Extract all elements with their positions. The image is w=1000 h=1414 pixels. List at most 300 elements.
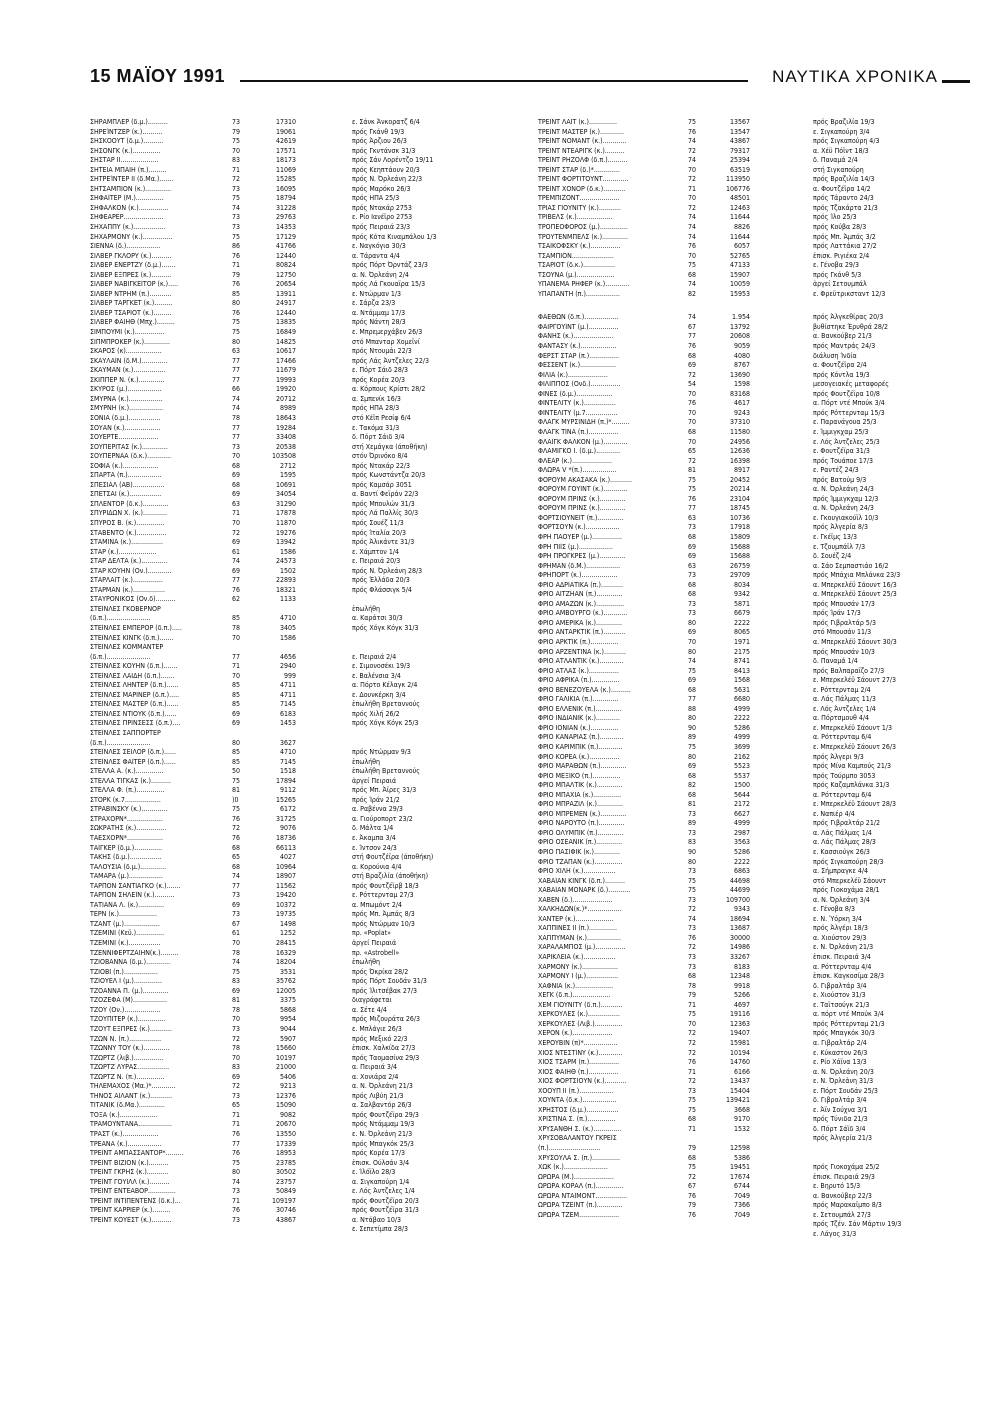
- tonnage: 24917: [275, 299, 296, 308]
- destination-text: ε. Τακόμα 31/3: [352, 423, 400, 432]
- build-year: 80: [688, 714, 697, 723]
- destination-row: [813, 352, 983, 362]
- destination-text: πρός Καζαμπλάνκα 31/3: [813, 781, 890, 790]
- destination-row: [813, 886, 983, 896]
- destination-text: δ. Παναμά 2/4: [813, 156, 858, 165]
- ship-name: ΤΡΕΪΝΤ ΛΑΪΤ (κ.)..............: [538, 118, 617, 126]
- destination-row: [352, 767, 510, 777]
- build-year: 74: [688, 223, 697, 232]
- tonnage: 2987: [733, 828, 750, 837]
- tonnage: 17339: [275, 1139, 296, 1148]
- destination-text: στό Μπανταρ Χομεϊνί: [352, 337, 420, 346]
- ship-row: [90, 166, 345, 176]
- tonnage: 4710: [279, 748, 296, 757]
- tonnage: 12598: [729, 1143, 750, 1152]
- destination-text: ἀργεί Πειραιά: [352, 776, 397, 785]
- build-year: 79: [688, 991, 697, 1000]
- build-year: 78: [232, 413, 241, 422]
- destination-row: [813, 466, 983, 476]
- tonnage: 6183: [279, 709, 296, 718]
- ship-name: ΧΡΥΣΑΝΘΗ Σ. (κ.)..............: [538, 1124, 622, 1133]
- destination-row: [813, 271, 983, 281]
- destination-row: [813, 1192, 983, 1202]
- build-year: 73: [232, 1091, 241, 1100]
- ship-row: [90, 1130, 345, 1140]
- destination-row: [813, 261, 983, 271]
- ship-name: ΣΠΛΕΝΤΟΡ (δ.κ.).............: [90, 499, 169, 508]
- destination-text: α. Ν. Όρλεάνη 24/3: [813, 504, 874, 513]
- destination-text: πρός Τουάποε 17/3: [813, 456, 874, 465]
- destination-row: [813, 724, 983, 734]
- build-year: 76: [232, 814, 241, 823]
- destination-row: [352, 338, 510, 348]
- ship-name: ΣΗΡΑΜΠΛΕΡ (δ.μ.)..........: [90, 118, 168, 126]
- ship-row: [538, 466, 806, 476]
- build-year: 72: [688, 1077, 697, 1086]
- destination-text: ἐπισκ. Ούλσάν 3/4: [352, 1158, 410, 1167]
- build-year: 78: [232, 948, 241, 957]
- build-year: 65: [232, 1101, 241, 1110]
- build-year: 75: [232, 1158, 241, 1167]
- destination-row: [352, 414, 510, 424]
- destination-row: [352, 653, 510, 663]
- destination-row: [813, 543, 983, 553]
- tonnage: 8065: [733, 628, 750, 637]
- tonnage: 12348: [729, 972, 750, 981]
- build-year: 68: [232, 843, 241, 852]
- destination-text: ἐπωλήθη: [352, 757, 381, 766]
- ship-name: ΣΚΑΡΟΣ (κ)..................: [90, 347, 162, 356]
- ship-row: [538, 667, 806, 677]
- destination-text: α. Φουτζέϊρα 2/4: [813, 361, 867, 370]
- tonnage: 15265: [275, 795, 296, 804]
- ship-name: ΣΩΚΡΑΤΗΣ (κ.)...............: [90, 824, 167, 833]
- ship-name: ΣΗΤΡΕΊΝΤΕΡ ΙΙ (δ.Μα.).......: [90, 175, 174, 184]
- build-year: 73: [688, 599, 697, 608]
- ship-name: ΣΟΥΠΕΡΝΑΑ (δ.κ.)............: [90, 452, 172, 461]
- build-year: 73: [688, 953, 697, 962]
- tonnage: 29763: [275, 213, 296, 222]
- destination-row: [352, 1225, 510, 1235]
- ship-name: ΤΖΕΜΙΝΙ (κ.)................: [90, 939, 161, 948]
- build-year: 72: [688, 943, 697, 952]
- tonnage: 19061: [275, 127, 296, 136]
- tonnage: 18794: [275, 194, 296, 203]
- ship-name: ΣΗΡΕΊΝΤΖΕΡ (κ.)..........: [90, 127, 163, 136]
- ship-row: [90, 805, 345, 815]
- destination-row: [352, 662, 510, 672]
- destination-text: πρός Βραζιλία 14/3: [813, 175, 875, 184]
- ship-row: [538, 943, 806, 953]
- ship-row: [538, 1163, 806, 1173]
- ship-row: [90, 939, 345, 949]
- ship-row: [538, 280, 806, 290]
- destination-row: [352, 614, 510, 624]
- tonnage: 6679: [733, 609, 750, 618]
- ship-row: [90, 1187, 345, 1197]
- ship-row: [90, 490, 345, 500]
- ship-name: ΦΡΙΟ ΜΕΞΙΚΟ (π.)..............: [538, 771, 621, 780]
- ship-name: ΣΤΑΒΕΝΤΟ (κ.)...............: [90, 528, 167, 537]
- ship-row: [90, 605, 345, 615]
- ship-name: ΦΛΩΡΑ V *(π.).................: [538, 466, 617, 475]
- destination-text: α. Σμπενίκ 16/3: [352, 394, 401, 403]
- build-year: 80: [688, 647, 697, 656]
- ship-name: ΣΤΕΪΝΛΕΣ ΚΟΥΗΝ (δ.π.).......: [90, 662, 178, 671]
- destination-text: ε. Πειραιά 20/3: [352, 557, 401, 566]
- section-gap: [538, 299, 806, 313]
- tonnage: 5286: [733, 848, 750, 857]
- build-year: 70: [232, 1053, 241, 1062]
- destination-row: [352, 758, 510, 768]
- build-year: 73: [688, 867, 697, 876]
- destination-row: [352, 1197, 510, 1207]
- tonnage: 43867: [275, 1215, 296, 1224]
- tonnage: 109700: [725, 895, 750, 904]
- destination-text: ε. Παρανάγουα 25/3: [813, 418, 877, 427]
- ship-row: [90, 338, 345, 348]
- destination-row: [813, 280, 983, 290]
- ship-row: [538, 781, 806, 791]
- build-year: 85: [232, 757, 241, 766]
- destination-text: πρός Ντώρμαν 10/3: [352, 919, 415, 928]
- destination-text: πρός Γκάνθ 5/3: [813, 270, 862, 279]
- destination-row: [352, 710, 510, 720]
- build-year: 86: [232, 242, 241, 251]
- build-year: 68: [688, 351, 697, 360]
- destination-row: [813, 166, 983, 176]
- destination-row: [813, 175, 983, 185]
- ship-row: [538, 600, 806, 610]
- destination-text: πρός Άλγερι 9/3: [813, 752, 864, 761]
- ship-row: [538, 514, 806, 524]
- destination-row: [813, 1144, 983, 1154]
- ship-name: ΧΑΡΜΟΝΥ Ι (μ.)................: [538, 972, 619, 981]
- ship-name: ΧΑΡΑΛΑΜΠΟΣ (μ.)...............: [538, 943, 626, 952]
- ship-name: ΤΡΕΜΠΙΖΟΝΤ....................: [538, 194, 620, 203]
- destination-text: δ. Παναμά 1/4: [813, 657, 858, 666]
- ship-name: ΤΖΙΟΒΑΝΝΑ (δ.μ.)............: [90, 958, 171, 967]
- build-year: 72: [232, 1082, 241, 1091]
- destination-row: [813, 867, 983, 877]
- destination-text: ε. Ν. Όρλεάνη 31/3: [813, 1077, 874, 1086]
- ship-name: ΧΑΒΕΝ (δ.)....................: [538, 895, 613, 904]
- destination-text: πρός Νάντη 28/3: [352, 318, 406, 327]
- destination-text: ε. Ναπιέρ 4/4: [813, 809, 855, 818]
- destination-text: α. Γιούροπορτ 23/2: [352, 814, 413, 823]
- build-year: 75: [688, 485, 697, 494]
- tonnage: 1500: [733, 781, 750, 790]
- destination-text: πρός Μπαγκόκ 30/3: [813, 1029, 875, 1038]
- destination-text: ε. Ίλόϊλο 28/3: [352, 1168, 396, 1177]
- ship-row: [538, 476, 806, 486]
- ship-row: [538, 1029, 806, 1039]
- destination-text: πρός Άρζιου 26/3: [352, 137, 407, 146]
- build-year: 70: [688, 1019, 697, 1028]
- ship-name: ΧΕΡΚΟΥΛΕΣ (κ.)................: [538, 1010, 620, 1019]
- tonnage: 2175: [733, 647, 750, 656]
- ship-name: ΤΡΟΠΕΟΦΟΡΟΣ (μ.)..............: [538, 223, 628, 232]
- ship-name: ΣΤΑΥΡΟΝΙΚΟΣ (Ον.δ)..........: [90, 595, 176, 604]
- destination-text: α. Ν. Όρλεάνη 21/3: [352, 1082, 413, 1091]
- destination-text: πρός Ν. Όρλεάνη 28/3: [352, 566, 423, 575]
- ship-row: [90, 1101, 345, 1111]
- ship-row: [90, 1149, 345, 1159]
- build-year: 71: [688, 1067, 697, 1076]
- destination-text: πρός Φουτζέϊρα 20/3: [352, 1196, 419, 1205]
- ship-name: ΦΡΗΠΟΡΤ (κ.)..................: [538, 571, 618, 580]
- tonnage: 41766: [275, 242, 296, 251]
- ship-row: [538, 705, 806, 715]
- ship-row: [538, 800, 806, 810]
- destination-row: [352, 672, 510, 682]
- destination-row: [352, 185, 510, 195]
- ship-row: [538, 418, 806, 428]
- destination-row: [813, 858, 983, 868]
- destination-row: [813, 934, 983, 944]
- build-year: 76: [232, 308, 241, 317]
- destination-text: α. Ν. Όρλεάνη 20/3: [813, 1067, 874, 1076]
- ship-row: [90, 1082, 345, 1092]
- ship-row: [538, 543, 806, 553]
- ship-name: ΧΑΡΜΟΝΥ (κ.)..................: [538, 962, 618, 971]
- destination-row: [352, 1092, 510, 1102]
- destination-text: ε. Σιμονοσέκι 19/3: [352, 662, 411, 671]
- build-year: 63: [232, 499, 241, 508]
- tonnage: 20214: [729, 485, 750, 494]
- ship-row: [90, 271, 345, 281]
- build-year: 76: [688, 933, 697, 942]
- ship-name: ΧΕΡΚΟΥΛΕΣ (Λιβ.)..............: [538, 1019, 623, 1028]
- tonnage: 6057: [733, 242, 750, 251]
- destination-row: [813, 571, 983, 581]
- build-year: 74: [232, 394, 241, 403]
- ship-name: ΤΡΕΪΝΤ ΑΜΠΑΣΣΑΝΤΟΡ*.........: [90, 1149, 184, 1158]
- ship-row: [90, 949, 345, 959]
- build-year: 75: [688, 886, 697, 895]
- build-year: 68: [232, 862, 241, 871]
- destination-text: α. Ν. Όρλεάνη 24/3: [813, 485, 874, 494]
- destination-text: ε. Χιούστον 31/3: [813, 991, 866, 1000]
- ship-name: ΦΡΙΟ ΑΤΛΑΣ (κ.)...............: [538, 666, 619, 675]
- destination-row: [352, 118, 510, 128]
- destination-row: [813, 1201, 983, 1211]
- ship-name: ΤΖΙΟΥΕΛ Ι (μ.)..............: [90, 977, 162, 986]
- build-year: 72: [688, 1172, 697, 1181]
- ship-name: ΦΙΛΙΠΠΟΣ (Ονδ.)...............: [538, 380, 621, 389]
- build-year: 68: [688, 1115, 697, 1124]
- ship-row: [90, 767, 345, 777]
- build-year: 81: [688, 800, 697, 809]
- ship-name: ΤΡΕΪΝΤ ΙΝΤΙΠΕΝΤΕΝΣ (δ.κ.)...: [90, 1196, 181, 1205]
- ship-name: ΣΜΥΡΝΗ (κ.).................: [90, 404, 164, 413]
- ship-row: [538, 438, 806, 448]
- tonnage: 18173: [275, 156, 296, 165]
- destination-row: [813, 332, 983, 342]
- ship-name: ΦΡΙΟ ΑΡΚΤΙΚ (π.)..............: [538, 637, 619, 646]
- ship-row: [90, 529, 345, 539]
- destination-row: [352, 595, 510, 605]
- destination-row: [813, 438, 983, 448]
- destination-row: [813, 390, 983, 400]
- tonnage: 4999: [733, 704, 750, 713]
- tonnage: 19735: [275, 910, 296, 919]
- ship-row: [538, 915, 806, 925]
- destination-row: [813, 638, 983, 648]
- destination-text: α. Βαντί Φεϊράν 22/3: [352, 490, 419, 499]
- ship-row: [538, 399, 806, 409]
- destination-text: α. Σαλβαντόρ 26/3: [352, 1101, 412, 1110]
- destination-text: στό Μπουσάν 11/3: [813, 628, 872, 637]
- build-year: 76: [232, 834, 241, 843]
- destination-text: πρός Μπ. Άμπάς 3/2: [813, 232, 876, 241]
- tonnage: 10691: [275, 480, 296, 489]
- destination-text: διάλυση Ίνδία: [813, 351, 857, 360]
- tonnage: 35762: [275, 977, 296, 986]
- build-year: 71: [232, 1120, 241, 1129]
- tonnage: 9076: [279, 824, 296, 833]
- tonnage: 2222: [733, 618, 750, 627]
- build-year: 61: [232, 929, 241, 938]
- ship-name: ΣΗΤΕΙΑ ΜΠΑΙΗ (π.).........: [90, 165, 167, 174]
- destination-row: [352, 1206, 510, 1216]
- tonnage: 14760: [729, 1058, 750, 1067]
- build-year: 74: [688, 213, 697, 222]
- build-year: 68: [688, 771, 697, 780]
- build-year: 85: [232, 681, 241, 690]
- build-year: 73: [232, 118, 241, 126]
- destination-row: [352, 1073, 510, 1083]
- build-year: 88: [688, 704, 697, 713]
- tonnage: 8034: [733, 580, 750, 589]
- tonnage: 2172: [733, 800, 750, 809]
- ship-row: [538, 791, 806, 801]
- build-year: 76: [688, 1191, 697, 1200]
- tonnage: 20712: [275, 394, 296, 403]
- destination-text: α. Μπερκελέϋ Σάουντ 25/3: [813, 590, 897, 599]
- build-year: 67: [688, 322, 697, 331]
- ship-name: ΦΟΡΤΣΟΥΝ (κ.).................: [538, 523, 620, 532]
- ship-row: [538, 619, 806, 629]
- ship-row: [538, 447, 806, 457]
- destination-row: [813, 1173, 983, 1183]
- destination-row: [352, 996, 510, 1006]
- destination-row: [813, 657, 983, 667]
- ship-name: (δ.π.)......................: [90, 614, 151, 623]
- build-year: 89: [688, 733, 697, 742]
- build-year: 68: [688, 790, 697, 799]
- ship-name: ΣΗΦΑΛΚΟΝ (κ.)...............: [90, 203, 169, 212]
- destination-row: [813, 1068, 983, 1078]
- tonnage: 42619: [275, 137, 296, 146]
- destination-text: πρός Μπουσάν 10/3: [813, 647, 875, 656]
- ship-name: ΣΤΑΜΙΝΑ (κ.)................: [90, 538, 164, 547]
- tonnage: 47133: [729, 261, 750, 270]
- ship-row: [538, 724, 806, 734]
- destination-row: [352, 949, 510, 959]
- tonnage: 18694: [729, 914, 750, 923]
- build-year: 76: [232, 585, 241, 594]
- ship-name: ΤΖΟΖΕΦΑ (Μ).................: [90, 996, 168, 1005]
- ship-row: [90, 175, 345, 185]
- destination-row: [352, 815, 510, 825]
- ship-row: [538, 638, 806, 648]
- ship-name: ΣΙΛΒΕΡ ΕΞΠΡΕΣ (κ.)..........: [90, 270, 172, 279]
- destination-row: [352, 318, 510, 328]
- tonnage: 5406: [279, 1072, 296, 1081]
- destination-text: πρός Ίράν 17/3: [813, 609, 861, 618]
- tonnage: 13687: [729, 924, 750, 933]
- build-year: 76: [232, 1206, 241, 1215]
- ship-row: [90, 844, 345, 854]
- destination-row: [352, 700, 510, 710]
- ship-name: ΩΡΩΡΑ ΚΟΡΑΛ (π.)..............: [538, 1182, 624, 1191]
- build-year: 74: [232, 404, 241, 413]
- ship-name: ΦΡΙΟ ΜΠΑΧΙΑ (κ.)..............: [538, 790, 622, 799]
- ship-name: ΣΤΕΪΝΛΕΣ ΛΗΝΤΕΡ (δ.π.)......: [90, 681, 179, 690]
- build-year: 76: [688, 1058, 697, 1067]
- ship-name: ΦΡΙΟ ΙΟΝΙΑΝ (κ.)..............: [538, 723, 619, 732]
- build-year: 71: [688, 184, 697, 193]
- ship-name: ΣΙΠΜΠΡΟΚΕΡ (κ.).............: [90, 337, 171, 346]
- ship-name: ΣΤΕΪΝΛΕΣ ΝΤΙΟΥΚ (δ.π.)......: [90, 709, 177, 718]
- ship-name: ΤΡΕΪΝΤ ΝΟΜΑΝΤ (κ.)............: [538, 137, 627, 146]
- ship-row: [90, 882, 345, 892]
- tonnage: 31228: [275, 203, 296, 212]
- ship-name: ΣΤΕΪΝΛΕΣ ΓΚΟΒΕΡΝΟΡ: [90, 604, 161, 613]
- ship-name: ΦΡΙΟ ΓΑΛΙΚΙΑ (π.).............: [538, 695, 619, 704]
- destination-text: α. Λάς Πάλμας 28/3: [813, 838, 876, 847]
- destination-text: ε. Μπερκελέϋ Σάουντ 1/3: [813, 723, 892, 732]
- ship-name: ΦΡΙΟ ΚΑΝΑΡΙΑΣ (π.)............: [538, 733, 624, 742]
- ship-name: ΣΤΕΛΛΑ ΤΙΓΚΑΣ (κ.)..........: [90, 776, 171, 785]
- ship-row: [90, 118, 345, 128]
- destination-text: πρός Γιβραλτάρ 5/3: [813, 618, 876, 627]
- build-year: 81: [688, 466, 697, 475]
- ship-row: [538, 733, 806, 743]
- build-year: 73: [688, 609, 697, 618]
- tonnage: 15688: [729, 552, 750, 561]
- ship-name: ΤΡΟΥΤΕΝΜΠΕΛΣ (κ.).............: [538, 232, 629, 241]
- destination-row: [352, 1216, 510, 1226]
- destination-row: [813, 185, 983, 195]
- destination-text: πρός Φουτζέϊρβ 18/3: [352, 881, 419, 890]
- ship-row: [538, 581, 806, 591]
- build-year: 73: [232, 1187, 241, 1196]
- destination-row: [352, 1044, 510, 1054]
- tonnage: 18321: [275, 585, 296, 594]
- destination-text: ἐπωλήθη Βρεταννούς: [352, 767, 420, 776]
- destination-text: ἐπωλήθη: [352, 958, 381, 967]
- destination-text: πρός Φουτζέϊρα 31/3: [352, 1206, 419, 1215]
- destination-row: [813, 252, 983, 262]
- ship-name: ΩΡΩΡΑ (Μ.)....................: [538, 1172, 614, 1181]
- destination-text: ε. Δουνκέρκη 3/4: [352, 690, 406, 699]
- ship-row: [90, 614, 345, 624]
- build-year: 68: [688, 427, 697, 436]
- tonnage: 17129: [275, 232, 296, 241]
- build-year: 69: [232, 719, 241, 728]
- ship-name: ΤΖΟΫ (Ον.)..................: [90, 1005, 161, 1014]
- destination-text: α. Σιγκαπούρη 1/4: [352, 1177, 410, 1186]
- destination-text: πρός Μπουσάν 17/3: [813, 599, 875, 608]
- destination-row: [352, 252, 510, 262]
- destination-row: [352, 147, 510, 157]
- destination-row: [813, 1029, 983, 1039]
- ship-row: [90, 796, 345, 806]
- tonnage: 10194: [729, 1048, 750, 1057]
- destination-text: πρός Κόντλα 19/3: [813, 370, 870, 379]
